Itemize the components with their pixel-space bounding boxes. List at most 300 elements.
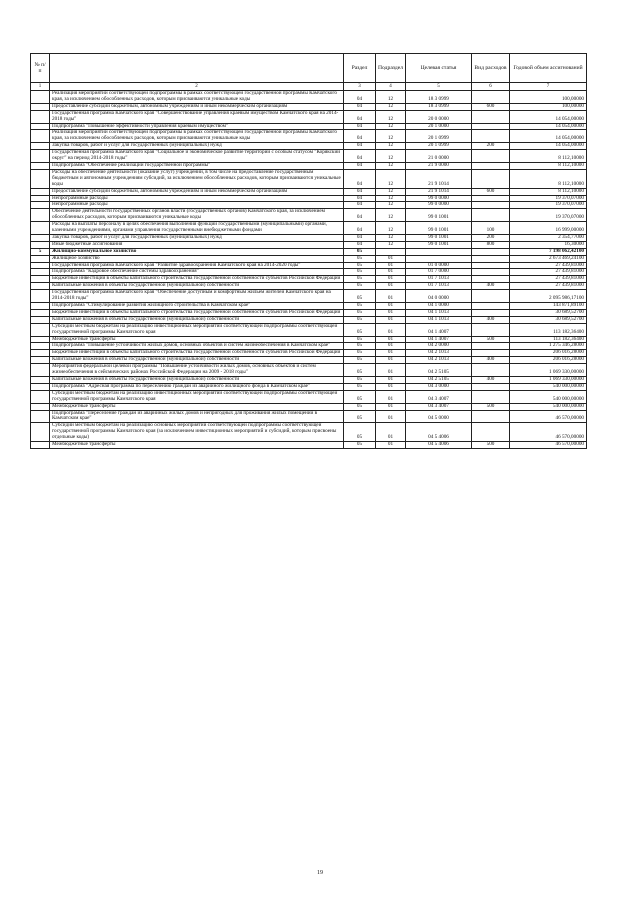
row-number	[31, 309, 50, 316]
row-razdel: 04	[344, 241, 376, 248]
row-amount: 100,00000	[510, 103, 587, 110]
row-name: Капитальные вложения в объекты государственной (муниципальной) собственности	[50, 316, 344, 323]
row-vr	[472, 162, 510, 169]
row-vr	[472, 290, 510, 303]
row-number	[31, 195, 50, 202]
row-name: Жилищное хозяйство	[50, 255, 344, 262]
row-number	[31, 269, 50, 276]
budget-table	[30, 53, 587, 449]
column-number: 3	[344, 83, 376, 91]
row-podrazdel: 01	[376, 383, 406, 390]
row-number	[31, 442, 50, 449]
row-csr	[406, 248, 472, 255]
row-amount: 2 673 469,24100	[510, 255, 587, 262]
row-vr: 500	[472, 336, 510, 343]
row-podrazdel: 12	[376, 222, 406, 235]
row-vr	[472, 262, 510, 269]
row-name: Подпрограмма "Повышение устойчивости жилых домов, основных объектов и систем жизнеобеспечения в Камчатском крае"	[50, 343, 344, 350]
row-csr: 20 1 0999	[406, 130, 472, 143]
row-name: Капитальные вложения в объекты государственной (муниципальной) собственности	[50, 283, 344, 290]
row-number	[31, 350, 50, 357]
row-vr	[472, 91, 510, 104]
row-csr: 04 2 0000	[406, 343, 472, 350]
row-amount: 1 275 346,28000	[510, 343, 587, 350]
row-number	[31, 383, 50, 390]
row-razdel: 05	[344, 376, 376, 383]
row-csr: 04 5 4006	[406, 442, 472, 449]
row-podrazdel: 12	[376, 202, 406, 209]
row-amount: 27 439,81000	[510, 269, 587, 276]
row-amount: 46 570,00000	[510, 423, 587, 442]
row-amount: 8 112,10000	[510, 169, 587, 188]
row-podrazdel: 12	[376, 195, 406, 202]
row-vr	[472, 150, 510, 163]
row-vr: 600	[472, 188, 510, 195]
row-name: Жилищно-коммунальное хозяйство	[50, 248, 344, 255]
row-vr: 400	[472, 316, 510, 323]
row-vr	[472, 110, 510, 123]
row-csr: 04 2 5105	[406, 376, 472, 383]
header-vr: Вид расходов	[472, 54, 510, 83]
row-razdel: 05	[344, 410, 376, 423]
column-number: 5	[406, 83, 472, 91]
row-number	[31, 376, 50, 383]
row-razdel: 05	[344, 390, 376, 403]
row-csr: 20 1 0999	[406, 143, 472, 150]
row-razdel: 05	[344, 255, 376, 262]
row-csr: 21 0 0000	[406, 150, 472, 163]
row-vr	[472, 248, 510, 255]
row-csr: 21 9 1014	[406, 188, 472, 195]
row-podrazdel: 12	[376, 241, 406, 248]
header-podrazdel: Подраздел	[376, 54, 406, 83]
row-razdel: 05	[344, 276, 376, 283]
row-name: Субсидии местным бюджетам на реализацию инвестиционных мероприятий соответствующей подпрограммы соответствующей государственной программы Камчатского края	[50, 390, 344, 403]
header-name	[50, 54, 344, 83]
row-vr: 200	[472, 234, 510, 241]
row-podrazdel: 01	[376, 390, 406, 403]
table-header-row	[31, 54, 587, 83]
page-number: 19	[317, 870, 323, 876]
row-podrazdel: 12	[376, 169, 406, 188]
row-number	[31, 234, 50, 241]
row-csr: 04 2 1013	[406, 357, 472, 364]
header-num: № п/п	[31, 54, 50, 83]
row-csr: 99 0 1001	[406, 234, 472, 241]
table-row	[31, 423, 587, 442]
row-vr	[472, 410, 510, 423]
row-vr	[472, 364, 510, 377]
row-podrazdel: 01	[376, 303, 406, 310]
row-csr: 04 2 1013	[406, 350, 472, 357]
row-number	[31, 91, 50, 104]
row-number	[31, 143, 50, 150]
row-number: 5	[31, 248, 50, 255]
row-amount: 27 439,81000	[510, 283, 587, 290]
row-amount: 46 570,00000	[510, 442, 587, 449]
row-vr	[472, 209, 510, 222]
row-csr: 99 0 1001	[406, 222, 472, 235]
row-amount: 7 198 062,42100	[510, 248, 587, 255]
row-podrazdel: 01	[376, 410, 406, 423]
row-name: Государственная программа Камчатского края "Совершенствование управления краевым имуществом Камчатского края на 2014-2018 годы"	[50, 110, 344, 123]
row-vr	[472, 255, 510, 262]
row-vr	[472, 423, 510, 442]
row-number	[31, 357, 50, 364]
row-number	[31, 290, 50, 303]
row-name: Подпрограмма "Кадровое обеспечение системы здравоохранения"	[50, 269, 344, 276]
row-csr: 99 0 0000	[406, 195, 472, 202]
row-podrazdel: 12	[376, 123, 406, 130]
row-amount: 27 439,81000	[510, 276, 587, 283]
row-razdel: 05	[344, 423, 376, 442]
row-amount: 19 370,07000	[510, 209, 587, 222]
row-name: Предоставление субсидий бюджетным, автономным учреждениям и иным некоммерческим организациям	[50, 188, 344, 195]
row-razdel: 05	[344, 303, 376, 310]
row-name: Расходы на обеспечение деятельности (оказание услуг) учреждений, в том числе на предоставление государственным бюджетным и автономным учреждениям субсидий, за исключением обособленных расходов, которым присваиваются уникальные коды	[50, 169, 344, 188]
row-vr: 100	[472, 222, 510, 235]
table-body	[31, 91, 587, 449]
row-name: Расходы на выплаты персоналу в целях обеспечения выполнения функций государственными (муниципальными) органами, казенными учреждениями, органами управления государственными внебюджетными фондами	[50, 222, 344, 235]
row-razdel: 04	[344, 222, 376, 235]
header-amount: Годовой объем ассигнований	[510, 54, 587, 83]
row-name: Реализация мероприятий соответствующей подпрограммы в рамках соответствующей государственной программы Камчатского края, за исключением обособленных расходов, которым присваиваются уникальные коды	[50, 91, 344, 104]
row-name: Подпрограмма "Повышение эффективности управления краевым имуществом"	[50, 123, 344, 130]
row-razdel: 05	[344, 442, 376, 449]
row-vr	[472, 269, 510, 276]
table-row	[31, 442, 587, 449]
row-name: Подпрограмма "Переселение граждан из аварийных жилых домов и непригодных для проживания жилых помещений в Камчатском крае"	[50, 410, 344, 423]
row-razdel: 05	[344, 357, 376, 364]
row-razdel: 05	[344, 336, 376, 343]
table-row	[31, 91, 587, 104]
row-razdel: 05	[344, 290, 376, 303]
row-podrazdel: 01	[376, 343, 406, 350]
row-name: Субсидии местным бюджетам на реализацию основных мероприятий соответствующей подпрограммы соответствующей государственной программы Камчатского края (за исключением инвестиционных мероприятий и субсидий, которым присвоены отдельные коды)	[50, 423, 344, 442]
row-csr: 04 0 0000	[406, 290, 472, 303]
row-vr: 400	[472, 283, 510, 290]
row-podrazdel: 01	[376, 423, 406, 442]
row-vr: 500	[472, 442, 510, 449]
row-razdel: 05	[344, 283, 376, 290]
row-amount: 14 054,00000	[510, 143, 587, 150]
row-razdel: 05	[344, 262, 376, 269]
row-amount: 27 439,81000	[510, 262, 587, 269]
table-row	[31, 222, 587, 235]
row-number	[31, 222, 50, 235]
row-podrazdel: 01	[376, 276, 406, 283]
row-amount: 206 016,28000	[510, 350, 587, 357]
row-name: Закупка товаров, работ и услуг для государственных (муниципальных) нужд	[50, 143, 344, 150]
row-vr: 600	[472, 103, 510, 110]
row-name: Обеспечение деятельности государственных органов власти (государственных органов) Камчатского края, за исключением обособленных расходов, которым присваиваются уникальные коды	[50, 209, 344, 222]
budget-table-sheet	[30, 53, 586, 449]
row-name: Государственная программа Камчатского края "Обеспечение доступным и комфортным жильем жителей Камчатского края на 2014-2018 годы"	[50, 290, 344, 303]
row-amount: 1 069 330,00000	[510, 376, 587, 383]
row-name: Государственная программа Камчатского края "Развитие здравоохранения Камчатского края на 2014-2020 годы"	[50, 262, 344, 269]
row-number	[31, 202, 50, 209]
row-csr: 21 9 1014	[406, 169, 472, 188]
row-razdel: 05	[344, 403, 376, 410]
row-amount: 14 054,00000	[510, 130, 587, 143]
row-amount: 14 054,00000	[510, 110, 587, 123]
table-row	[31, 195, 587, 202]
header-csr: Целевая статья	[406, 54, 472, 83]
row-number	[31, 150, 50, 163]
table-row	[31, 188, 587, 195]
row-razdel: 05	[344, 309, 376, 316]
row-number	[31, 188, 50, 195]
row-csr: 18 3 0999	[406, 91, 472, 104]
row-amount: 14 054,00000	[510, 123, 587, 130]
row-csr: 20 1 0000	[406, 123, 472, 130]
row-csr: 04 1 1013	[406, 316, 472, 323]
row-csr: 18 3 0999	[406, 103, 472, 110]
row-csr: 20 0 0000	[406, 110, 472, 123]
row-name: Бюджетные инвестиции в объекты капитального строительства государственной собственности субъектов Российской Федерации	[50, 350, 344, 357]
row-amount: 30 689,52700	[510, 309, 587, 316]
row-podrazdel: 01	[376, 364, 406, 377]
row-vr	[472, 195, 510, 202]
row-number	[31, 130, 50, 143]
row-amount: 206 016,28000	[510, 357, 587, 364]
row-vr: 500	[472, 403, 510, 410]
row-csr: 04 5 0000	[406, 410, 472, 423]
row-name: Субсидии местным бюджетам на реализацию инвестиционных мероприятий соответствующей подпрограммы соответствующей государственной программы Камчатского края	[50, 323, 344, 336]
row-razdel: 04	[344, 150, 376, 163]
row-razdel: 04	[344, 195, 376, 202]
row-vr	[472, 123, 510, 130]
row-razdel: 04	[344, 130, 376, 143]
row-csr: 04 3 4007	[406, 390, 472, 403]
row-csr: 04 1 4007	[406, 336, 472, 343]
row-number	[31, 209, 50, 222]
row-podrazdel: 12	[376, 162, 406, 169]
column-number: 1	[31, 83, 50, 91]
row-csr: 04 1 1013	[406, 309, 472, 316]
row-podrazdel: 12	[376, 110, 406, 123]
row-amount: 8 112,10000	[510, 150, 587, 163]
row-csr: 01 7 1013	[406, 276, 472, 283]
row-razdel: 04	[344, 103, 376, 110]
row-podrazdel: 12	[376, 143, 406, 150]
row-podrazdel: 12	[376, 209, 406, 222]
row-podrazdel: 01	[376, 255, 406, 262]
row-podrazdel: 12	[376, 188, 406, 195]
row-amount: 16 999,00000	[510, 222, 587, 235]
row-name: Капитальные вложения в объекты государственной (муниципальной) собственности	[50, 376, 344, 383]
row-number	[31, 255, 50, 262]
row-razdel: 05	[344, 323, 376, 336]
row-amount: 1 069 330,00000	[510, 364, 587, 377]
row-csr: 01 7 0000	[406, 269, 472, 276]
row-number	[31, 110, 50, 123]
row-number	[31, 303, 50, 310]
row-podrazdel: 01	[376, 290, 406, 303]
row-razdel: 04	[344, 209, 376, 222]
row-amount: 2 354,77000	[510, 234, 587, 241]
row-podrazdel: 01	[376, 323, 406, 336]
row-number	[31, 390, 50, 403]
row-razdel: 04	[344, 188, 376, 195]
row-name: Подпрограмма "Обеспечение реализации государственной программы"	[50, 162, 344, 169]
row-vr: 400	[472, 357, 510, 364]
table-row	[31, 364, 587, 377]
row-name: Бюджетные инвестиции в объекты капитального строительства государственной собственности субъектов Российской Федерации	[50, 309, 344, 316]
row-podrazdel: 01	[376, 357, 406, 364]
header-razdel: Раздел	[344, 54, 376, 83]
row-number	[31, 123, 50, 130]
row-podrazdel: 12	[376, 130, 406, 143]
row-podrazdel: 01	[376, 309, 406, 316]
row-amount: 540 000,00000	[510, 390, 587, 403]
row-csr: 99 0 0000	[406, 202, 472, 209]
row-name: Государственная программа Камчатского края "Социальное и экономическое развитие территории с особым статусом "Корякский округ" на период 2014-2018 годы"	[50, 150, 344, 163]
row-number	[31, 103, 50, 110]
row-name: Иные бюджетные ассигнования	[50, 241, 344, 248]
row-razdel: 05	[344, 248, 376, 255]
row-podrazdel: 01	[376, 262, 406, 269]
row-csr: 01 0 0000	[406, 262, 472, 269]
row-amount: 19 370,07000	[510, 195, 587, 202]
table-row	[31, 403, 587, 410]
row-number	[31, 336, 50, 343]
row-podrazdel: 01	[376, 269, 406, 276]
row-name: Межбюджетные трансферты	[50, 336, 344, 343]
row-name: Предоставление субсидий бюджетным, автономным учреждениям и иным некоммерческим организациям	[50, 103, 344, 110]
row-vr	[472, 303, 510, 310]
row-csr: 99 0 1001	[406, 209, 472, 222]
row-vr: 400	[472, 376, 510, 383]
row-razdel: 05	[344, 364, 376, 377]
row-razdel: 04	[344, 91, 376, 104]
row-razdel: 05	[344, 316, 376, 323]
row-amount: 540 000,00000	[510, 403, 587, 410]
row-csr: 99 0 1001	[406, 241, 472, 248]
row-name: Подпрограмма "Стимулирование развития жилищного строительства в Камчатском крае"	[50, 303, 344, 310]
table-row	[31, 248, 587, 255]
row-razdel: 04	[344, 123, 376, 130]
row-name: Бюджетные инвестиции в объекты капитального строительства государственной собственности субъектов Российской Федерации	[50, 276, 344, 283]
row-name: Межбюджетные трансферты	[50, 403, 344, 410]
row-razdel: 04	[344, 234, 376, 241]
row-razdel: 04	[344, 169, 376, 188]
row-name: Межбюджетные трансферты	[50, 442, 344, 449]
row-razdel: 05	[344, 269, 376, 276]
row-name: Мероприятия федеральной целевой программы "Повышение устойчивости жилых домов, основных объектов и систем жизнеобеспечения в сейсмических районах Российской Федерации на 2009 - 2018 годы"	[50, 364, 344, 377]
row-podrazdel: 12	[376, 234, 406, 241]
row-number	[31, 169, 50, 188]
row-vr	[472, 390, 510, 403]
row-podrazdel: 12	[376, 150, 406, 163]
row-number	[31, 410, 50, 423]
row-number	[31, 364, 50, 377]
row-razdel: 05	[344, 383, 376, 390]
row-amount: 8 112,10000	[510, 162, 587, 169]
column-number: 6	[472, 83, 510, 91]
row-number	[31, 343, 50, 350]
row-razdel: 05	[344, 343, 376, 350]
row-number	[31, 403, 50, 410]
row-name: Подпрограмма "Адресная программа по переселению граждан из аварийного жилищного фонда в Камчатском крае"	[50, 383, 344, 390]
row-vr	[472, 169, 510, 188]
row-vr	[472, 323, 510, 336]
row-podrazdel: 01	[376, 336, 406, 343]
row-razdel: 04	[344, 110, 376, 123]
table-row	[31, 390, 587, 403]
row-podrazdel: 01	[376, 283, 406, 290]
row-csr: 21 9 0000	[406, 162, 472, 169]
row-amount: 143 871,89100	[510, 303, 587, 310]
row-vr	[472, 130, 510, 143]
row-number	[31, 276, 50, 283]
column-number: 4	[376, 83, 406, 91]
table-row	[31, 410, 587, 423]
table-row	[31, 130, 587, 143]
row-csr: 04 1 4007	[406, 323, 472, 336]
row-podrazdel: 01	[376, 316, 406, 323]
row-number	[31, 323, 50, 336]
row-name: Реализация мероприятий соответствующей подпрограммы в рамках соответствующей государственной программы Камчатского края, за исключением обособленных расходов, которым присваиваются уникальные коды	[50, 130, 344, 143]
row-podrazdel: 12	[376, 103, 406, 110]
row-razdel: 05	[344, 350, 376, 357]
row-amount: 30 689,52700	[510, 316, 587, 323]
row-csr: 04 2 5105	[406, 364, 472, 377]
row-amount: 46 570,00000	[510, 410, 587, 423]
row-razdel: 04	[344, 162, 376, 169]
row-podrazdel: 01	[376, 376, 406, 383]
row-vr: 800	[472, 241, 510, 248]
row-amount: 8 112,10000	[510, 188, 587, 195]
row-number	[31, 262, 50, 269]
table-row	[31, 150, 587, 163]
row-csr: 04 3 0000	[406, 383, 472, 390]
row-csr: 04 1 0000	[406, 303, 472, 310]
row-amount: 113 182,36400	[510, 323, 587, 336]
row-csr: 04 3 4007	[406, 403, 472, 410]
row-amount: 19 370,07000	[510, 202, 587, 209]
row-amount: 540 000,00000	[510, 383, 587, 390]
row-podrazdel: 01	[376, 442, 406, 449]
row-number	[31, 162, 50, 169]
row-vr	[472, 383, 510, 390]
row-razdel: 04	[344, 143, 376, 150]
table-row	[31, 290, 587, 303]
row-podrazdel: 01	[376, 350, 406, 357]
row-name: Закупка товаров, работ и услуг для государственных (муниципальных) нужд	[50, 234, 344, 241]
row-number	[31, 316, 50, 323]
table-row	[31, 169, 587, 188]
row-number	[31, 423, 50, 442]
table-row	[31, 209, 587, 222]
row-name: Капитальные вложения в объекты государственной (муниципальной) собственности	[50, 357, 344, 364]
row-podrazdel: 12	[376, 91, 406, 104]
row-csr: 04 5 4006	[406, 423, 472, 442]
table-row	[31, 110, 587, 123]
row-vr	[472, 343, 510, 350]
row-name: Непрограммные расходы	[50, 195, 344, 202]
row-csr: 01 7 1013	[406, 283, 472, 290]
row-amount: 113 182,36400	[510, 336, 587, 343]
row-vr	[472, 202, 510, 209]
column-number: 7	[510, 83, 587, 91]
column-number: 2	[50, 83, 344, 91]
row-name: Непрограммные расходы	[50, 202, 344, 209]
table-row	[31, 323, 587, 336]
row-amount: 100,00000	[510, 91, 587, 104]
row-number	[31, 283, 50, 290]
row-vr: 200	[472, 143, 510, 150]
